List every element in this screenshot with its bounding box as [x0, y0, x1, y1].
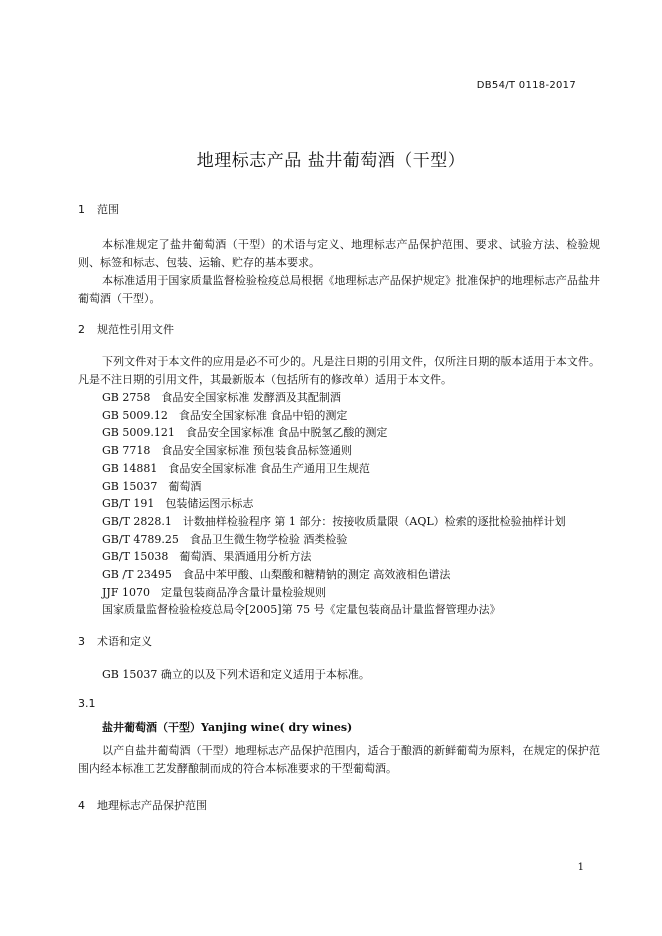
section-title: 地理标志产品保护范围 — [97, 799, 207, 812]
reference-item: GB 2758 食品安全国家标准 发酵酒及其配制酒 — [102, 391, 341, 404]
paragraph: GB 15037 确立的以及下列术语和定义适用于本标准。 — [102, 668, 370, 681]
document-code: DB54/T 0118-2017 — [476, 80, 576, 91]
section-1-body — [78, 236, 600, 308]
reference-item: GB 5009.12 食品安全国家标准 食品中铅的测定 — [102, 408, 348, 422]
reference-item: JJF 1070 定量包装商品净含量计量检验规则 — [102, 585, 326, 599]
section-3-heading — [78, 633, 152, 649]
section-2-intro — [78, 353, 600, 389]
reference-item: GB/T 15038 葡萄酒、果酒通用分析方法 — [102, 550, 312, 564]
subsection-3-1-number: 3.1 — [78, 697, 96, 710]
reference-item: GB/T 2828.1 计数抽样检验程序 第 1 部分：按接收质量限（AQL）检索的逐批检验抽样计划 — [102, 514, 566, 528]
section-number: 2 — [78, 323, 85, 336]
section-title: 范围 — [97, 203, 119, 216]
term-definition — [78, 742, 600, 778]
reference-item: GB 5009.121 食品安全国家标准 食品中脱氢乙酸的测定 — [102, 426, 388, 440]
reference-item: GB 7718 食品安全国家标准 预包装食品标签通则 — [102, 444, 352, 458]
section-number: 1 — [78, 203, 85, 216]
page-number: 1 — [577, 862, 584, 873]
section-number: 4 — [78, 799, 85, 812]
page-title: 地理标志产品 盐井葡萄酒（干型） — [196, 151, 466, 171]
section-number: 3 — [78, 635, 85, 648]
term-chinese: 盐井葡萄酒（干型） — [102, 721, 201, 734]
section-title: 规范性引用文件 — [97, 323, 174, 336]
reference-item: GB/T 191 包装储运图示标志 — [102, 497, 254, 511]
paragraph: 以产自盐井葡萄酒（干型）地理标志产品保护范围内，适合于酿酒的新鲜葡萄为原料，在规定的保护范围内经本标准工艺发酵酿制而成的符合本标准要求的干型葡萄酒。 — [78, 744, 600, 775]
reference-item: 国家质量监督检验检疫总局令[2005]第 75 号《定量包装商品计量监督管理办法》 — [102, 603, 501, 617]
term-title — [102, 719, 352, 735]
reference-item: GB 15037 葡萄酒 — [102, 479, 202, 493]
section-title: 术语和定义 — [97, 635, 152, 648]
section-4-heading — [78, 797, 207, 813]
term-english: Yanjing wine( dry wines) — [201, 721, 353, 734]
paragraph: 本标准规定了盐井葡萄酒（干型）的术语与定义、地理标志产品保护范围、要求、试验方法、检验规则、标签和标志、包装、运输、贮存的基本要求。 — [78, 238, 600, 269]
section-1-heading — [78, 201, 119, 217]
reference-item: GB 14881 食品安全国家标准 食品生产通用卫生规范 — [102, 461, 370, 475]
reference-list — [102, 389, 566, 619]
paragraph: 下列文件对于本文件的应用是必不可少的。凡是注日期的引用文件，仅所注日期的版本适用于本文件。凡是不注日期的引用文件，其最新版本（包括所有的修改单）适用于本文件。 — [78, 355, 600, 386]
paragraph: 本标准适用于国家质量监督检验检疫总局根据《地理标志产品保护规定》批准保护的地理标志产品盐井葡萄酒（干型）。 — [78, 274, 600, 305]
section-2-heading — [78, 321, 174, 337]
reference-item: GB /T 23495 食品中苯甲酸、山梨酸和糖精钠的测定 高效液相色谱法 — [102, 568, 451, 582]
reference-item: GB/T 4789.25 食品卫生微生物学检验 酒类检验 — [102, 532, 348, 546]
section-3-intro — [78, 666, 600, 684]
